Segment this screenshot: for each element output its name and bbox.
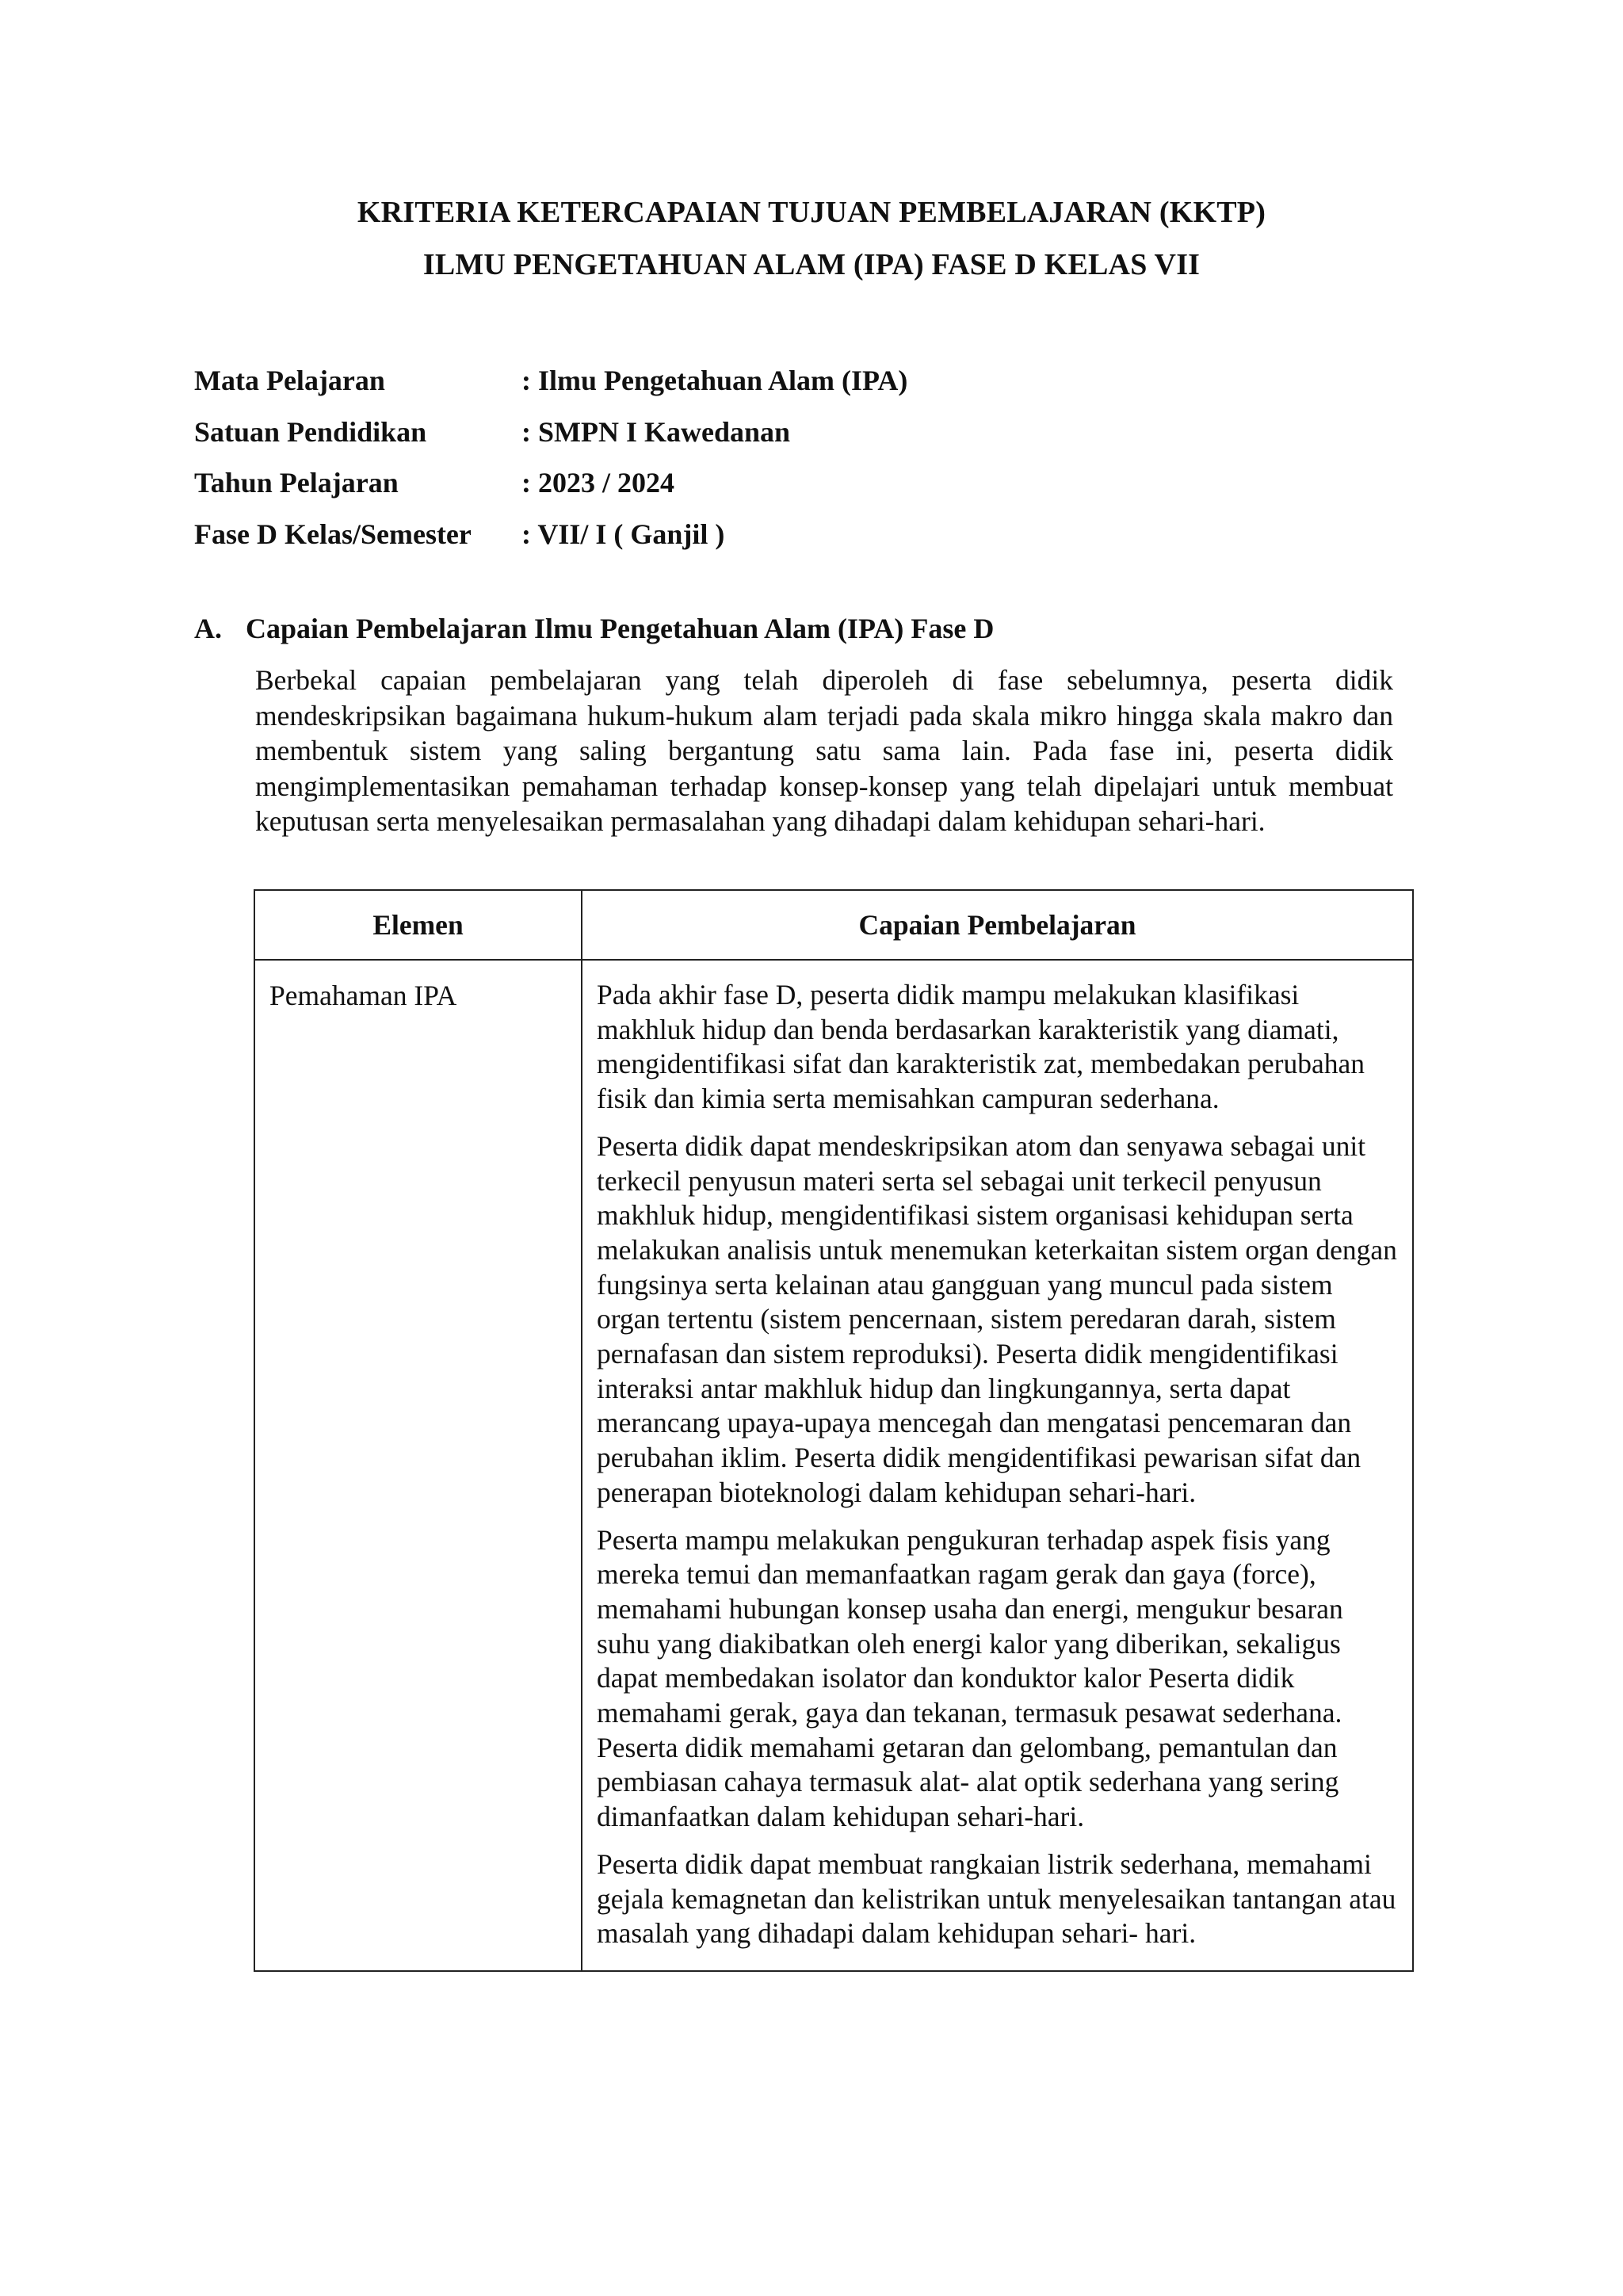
capaian-cell (582, 960, 1413, 1971)
metadata-label: Tahun Pelajaran (194, 467, 399, 499)
capaian-paragraph: Peserta mampu melakukan pengukuran terhadap aspek fisis yang mereka temui dan memanfaatkan ragam gerak dan gaya (force), memahami hubungan konsep usaha dan energi, mengukur besaran suhu yang diakibatkan oleh energi kalor yang diberikan, sekaligus dapat membedakan isolator dan konduktor kalor Peserta didik memahami gerak, gaya dan tekanan, termasuk pesawat sederhana. Peserta didik memahami getaran dan gelombang, pemantulan dan pembiasan cahaya termasuk alat- alat optik sederhana yang sering dimanfaatkan dalam kehidupan sehari-hari. (597, 1523, 1343, 1833)
metadata-row-mata-pelajaran (194, 355, 907, 407)
metadata-value: : Ilmu Pengetahuan Alam (IPA) (521, 365, 908, 397)
capaian-paragraph: Pada akhir fase D, peserta didik mampu melakukan klasifikasi makhluk hidup dan benda berdasarkan karakteristik yang diamati, mengidentifikasi sifat dan karakteristik zat, membedakan perubahan fisik dan kimia serta memisahkan campuran sederhana. (597, 979, 1365, 1115)
metadata-value: : VII/ I ( Ganjil ) (521, 518, 725, 550)
elemen-cell: Pemahaman IPA (254, 960, 582, 1971)
metadata-row-satuan-pendidikan (194, 407, 907, 458)
metadata-row-fase-kelas-semester (194, 509, 907, 560)
metadata-value: : SMPN I Kawedanan (521, 415, 791, 448)
table-row (254, 960, 1413, 1971)
section-a-intro: Berbekal capaian pembelajaran yang telah diperoleh di fase sebelumnya, peserta didik mendeskripsikan bagaimana hukum-hukum alam terjadi pada skala mikro hingga skala makro dan membentuk sistem yang saling bergantung satu sama lain. Pada fase ini, peserta didik mengimplementasikan pemahaman terhadap konsep-konsep yang telah dipelajari untuk membuat keputusan serta menyelesaikan permasalahan yang dihadapi dalam kehidupan sehari-hari. (255, 664, 1393, 837)
section-a-letter: A. (194, 613, 222, 644)
metadata-row-tahun-pelajaran (194, 457, 907, 509)
capaian-paragraph: Peserta didik dapat mendeskripsikan atom dan senyawa sebagai unit terkecil penyusun materi serta sel sebagai unit terkecil penyusun makhluk hidup, mengidentifikasi sistem organisasi kehidupan serta melakukan analisis untuk menemukan keterkaitan sistem organ dengan fungsinya serta kelainan atau gangguan yang muncul pada sistem organ tertentu (sistem pencernaan, sistem peredaran darah, sistem pernafasan dan sistem reproduksi). Peserta didik mengidentifikasi interaksi antar makhluk hidup dan lingkungannya, serta dapat merancang upaya-upaya mencegah dan mengatasi pencemaran dan perubahan iklim. Peserta didik mengidentifikasi pewarisan sifat dan penerapan bioteknologi dalam kehidupan sehari-hari. (597, 1129, 1397, 1508)
section-a-heading (194, 612, 994, 645)
metadata-block (194, 355, 907, 560)
section-a-title: Capaian Pembelajaran Ilmu Pengetahuan Alam (IPA) Fase D (246, 613, 995, 644)
metadata-value: : 2023 / 2024 (521, 467, 674, 499)
metadata-label: Fase D Kelas/Semester (194, 518, 472, 550)
table-header-row (254, 890, 1413, 960)
document-title-line-2: ILMU PENGETAHUAN ALAM (IPA) FASE D KELAS VII (422, 248, 1201, 281)
column-header-capaian-pembelajaran: Capaian Pembelajaran (582, 890, 1413, 960)
document-title-line-1: KRITERIA KETERCAPAIAN TUJUAN PEMBELAJARAN (KKTP) (357, 196, 1266, 229)
metadata-label: Satuan Pendidikan (194, 415, 427, 448)
capaian-pembelajaran-table (254, 889, 1414, 1972)
column-header-elemen: Elemen (254, 890, 582, 960)
capaian-paragraph: Peserta didik dapat membuat rangkaian listrik sederhana, memahami gejala kemagnetan dan kelistrikan untuk menyelesaikan tantangan atau masalah yang dihadapi dalam kehidupan sehari- hari. (597, 1847, 1396, 1950)
metadata-label: Mata Pelajaran (194, 365, 385, 397)
